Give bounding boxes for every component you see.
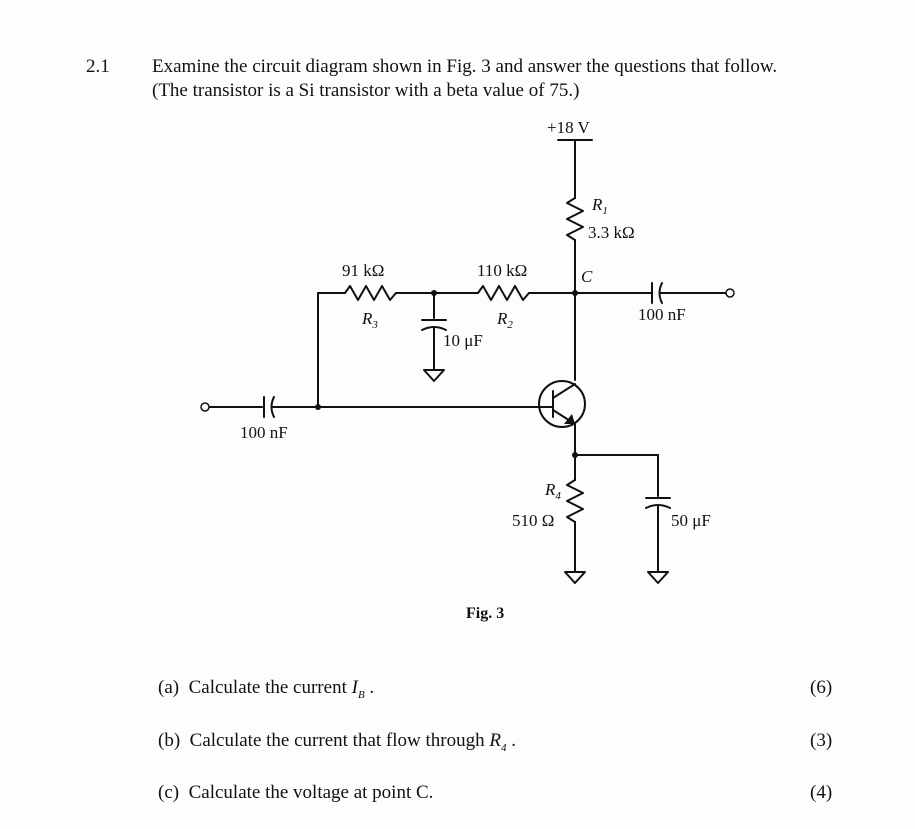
part-b-tail: . — [506, 730, 516, 751]
figure-caption: Fig. 3 — [466, 605, 505, 622]
r1-value: 3.3 kΩ — [588, 223, 635, 242]
part-b-symbol: R — [489, 730, 501, 751]
r1-label: $R_1$ — [592, 195, 608, 217]
question-line-2: (The transistor is a Si transistor with a beta value of 75.) — [152, 80, 580, 101]
r4-value: 510 Ω — [512, 511, 555, 530]
decoupling-cap-label: 10 μF — [443, 331, 483, 350]
part-a — [158, 677, 374, 701]
part-b-text: Calculate the current that flow through — [189, 730, 490, 751]
part-a-subscript: B — [357, 688, 365, 701]
supply-label: +18 V — [547, 118, 590, 137]
part-c-text: Calculate the voltage at point C. — [188, 782, 434, 803]
ground-symbol-2 — [565, 572, 585, 583]
part-c-label: (c) — [158, 782, 180, 803]
r3-resistor — [345, 286, 396, 300]
part-b-marks: (3) — [810, 730, 833, 751]
r3-value: 91 kΩ — [342, 261, 385, 280]
r4-label: $R_4$ — [545, 480, 561, 502]
part-b-subscript: 4 — [500, 741, 507, 754]
output-terminal — [726, 289, 734, 297]
part-a-tail: . — [364, 677, 375, 698]
part-a-symbol: I — [351, 677, 358, 698]
input-terminal — [201, 403, 209, 411]
part-b — [158, 730, 516, 754]
r2-label: $R_2$ — [497, 309, 513, 331]
r2-value: 110 kΩ — [477, 261, 528, 280]
r1-resistor — [567, 198, 583, 240]
question-line-1: Examine the circuit diagram shown in Fig. 3 and answer the questions that follow. — [152, 56, 778, 77]
junction-dot — [572, 452, 578, 458]
junction-dot — [431, 290, 437, 296]
r3-label: $R_3$ — [362, 309, 378, 331]
ground-symbol-3 — [648, 572, 668, 583]
r4-resistor — [567, 480, 583, 522]
junction-dot — [315, 404, 321, 410]
input-cap-label: 100 nF — [240, 423, 288, 442]
junction-dot — [572, 290, 578, 296]
ground-symbol-1 — [424, 370, 444, 381]
part-a-marks: (6) — [810, 677, 833, 698]
bypass-cap-label: 50 μF — [671, 511, 711, 530]
part-a-label: (a) — [158, 677, 180, 698]
part-c — [158, 782, 433, 804]
part-c-marks: (4) — [810, 782, 833, 803]
part-b-label: (b) — [158, 730, 181, 751]
r2-resistor — [478, 286, 529, 300]
part-a-text: Calculate the current — [188, 677, 352, 698]
transistor-body — [539, 381, 585, 427]
output-cap-label: 100 nF — [638, 305, 686, 324]
question-number: 2.1 — [86, 56, 110, 77]
node-c-label: C — [581, 267, 593, 286]
